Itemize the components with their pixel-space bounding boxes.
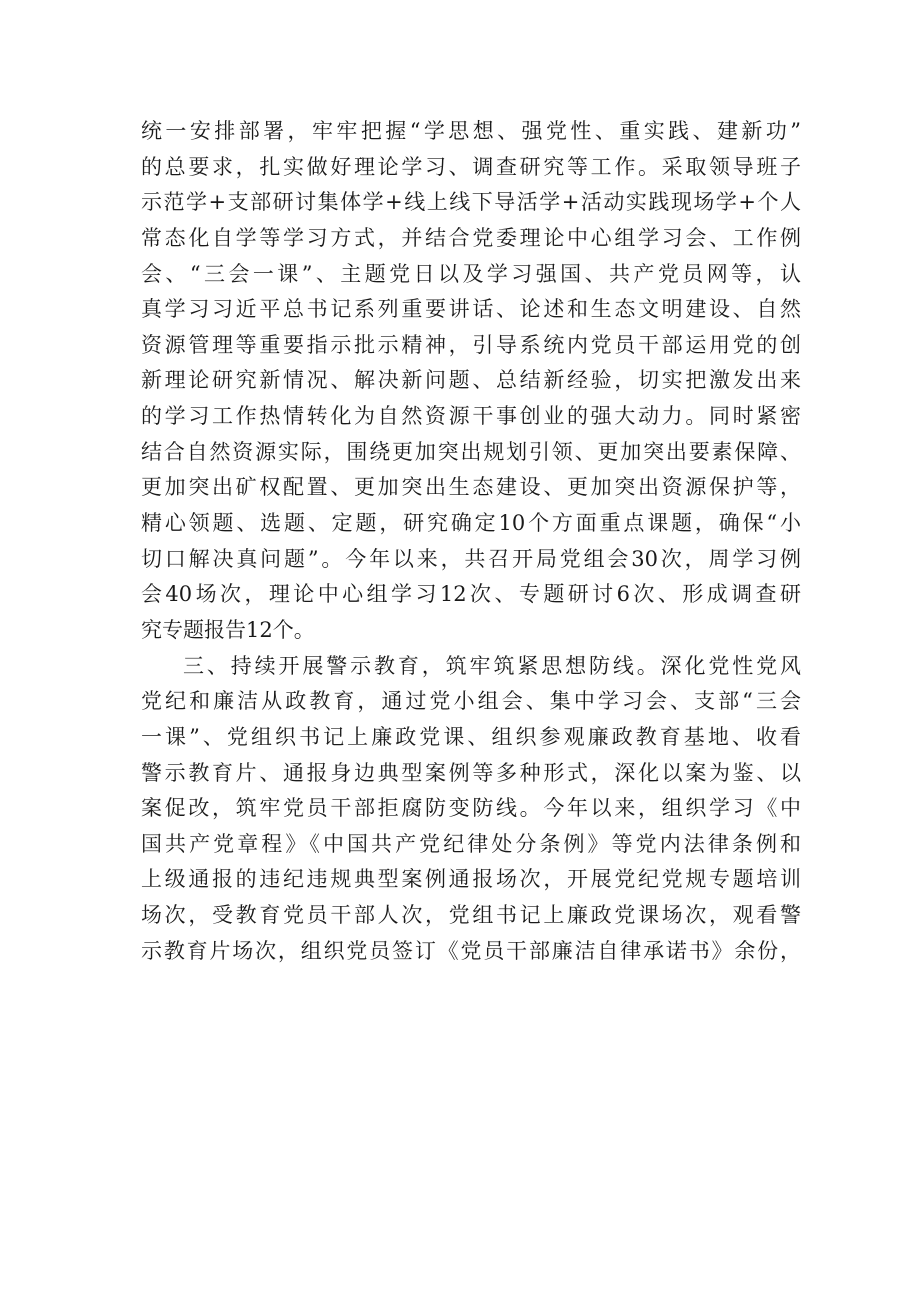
text-line: 示范学+支部研讨集体学+线上线下导活学+活动实践现场学+个人	[141, 190, 801, 215]
text-line: 会40场次，理论中心组学习12次、专题研讨6次、形成调查研	[141, 582, 801, 607]
text-line: 警示教育片、通报身边典型案例等多种形式，深化以案为鉴、以	[141, 760, 801, 785]
text-line: 精心领题、选题、定题，研究确定10个方面重点课题，确保“小	[141, 511, 801, 536]
text-line: 党纪和廉洁从政教育，通过党小组会、集中学习会、支部“三会	[141, 689, 801, 714]
section-heading-line: 三、持续开展警示教育，筑牢筑紧思想防线。深化党性党风	[183, 653, 801, 678]
text-line: 的总要求，扎实做好理论学习、调查研究等工作。采取领导班子	[141, 154, 801, 179]
paragraph-study	[141, 114, 801, 649]
text-line: 真学习习近平总书记系列重要讲话、论述和生态文明建设、自然	[141, 297, 801, 322]
text-line: 上级通报的违纪违规典型案例通报场次，开展党纪党规专题培训	[141, 867, 801, 892]
text-line: 的学习工作热情转化为自然资源干事创业的强大动力。同时紧密	[141, 404, 801, 429]
text-line: 国共产党章程》《中国共产党纪律处分条例》等党内法律条例和	[141, 831, 801, 856]
text-line: 结合自然资源实际，围绕更加突出规划引领、更加突出要素保障、	[141, 439, 801, 464]
text-line: 新理论研究新情况、解决新问题、总结新经验，切实把激发出来	[141, 368, 801, 393]
text-line: 切口解决真问题”。今年以来，共召开局党组会30次，周学习例	[141, 546, 801, 571]
text-line: 案促改，筑牢党员干部拒腐防变防线。今年以来，组织学习《中	[141, 796, 801, 821]
document-body	[141, 114, 801, 969]
text-line: 更加突出矿权配置、更加突出生态建设、更加突出资源保护等，	[141, 475, 801, 500]
text-line: 究专题报告12个。	[141, 617, 315, 642]
text-line: 场次，受教育党员干部人次，党组书记上廉政党课场次，观看警	[141, 903, 801, 928]
text-line: 会、“三会一课”、主题党日以及学习强国、共产党员网等，认	[141, 261, 801, 286]
paragraph-warning-education	[141, 649, 801, 970]
text-line: 示教育片场次，组织党员签订《党员干部廉洁自律承诺书》余份，	[141, 938, 801, 963]
text-line: 一课”、党组织书记上廉政党课、组织参观廉政教育基地、收看	[141, 724, 801, 749]
text-line: 常态化自学等学习方式，并结合党委理论中心组学习会、工作例	[141, 225, 801, 250]
text-line: 资源管理等重要指示批示精神，引导系统内党员干部运用党的创	[141, 332, 801, 357]
text-line: 统一安排部署，牢牢把握“学思想、强党性、重实践、建新功”	[141, 119, 801, 143]
